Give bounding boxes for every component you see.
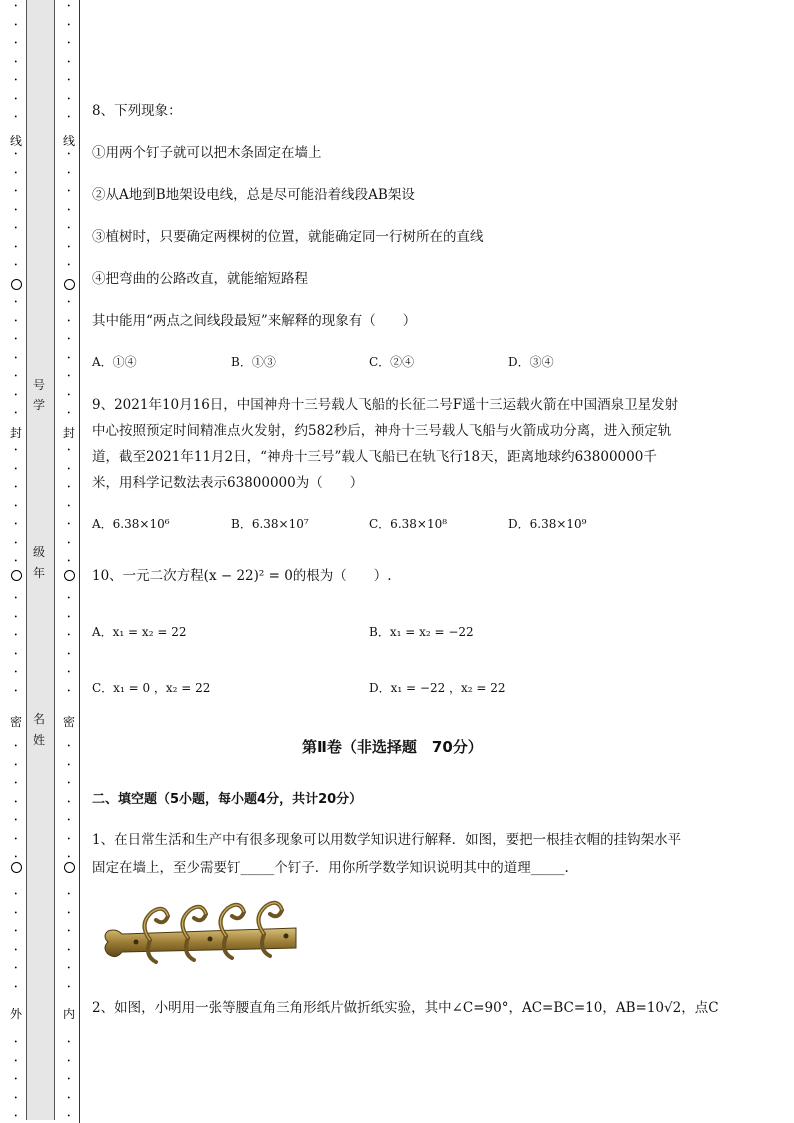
- binding-dot: •: [14, 539, 18, 547]
- strip-label-hao: 号: [33, 378, 46, 392]
- q9-option-a[interactable]: A．6.38×10⁶: [92, 517, 170, 531]
- q9-line-2: 中心按照预定时间精准点火发射，约582秒后，神舟十三号载人飞船与火箭成功分离，进入预定轨: [92, 423, 672, 439]
- binding-dot: •: [67, 983, 71, 991]
- coat-hook-rack-image: [100, 898, 310, 970]
- binding-dot: •: [14, 743, 18, 750]
- binding-dot: •: [67, 169, 71, 177]
- strip-label-ji: 级: [33, 545, 46, 559]
- binding-hole-icon: [11, 862, 22, 873]
- margin-label-inner-nei: 内: [63, 1007, 76, 1021]
- binding-dot: •: [67, 317, 71, 325]
- binding-dot: •: [67, 206, 71, 214]
- binding-dot: •: [14, 299, 18, 306]
- binding-dot: •: [14, 983, 18, 991]
- binding-dot: •: [67, 95, 71, 103]
- binding-dot: •: [14, 1113, 18, 1120]
- binding-dot: •: [67, 410, 71, 417]
- binding-dot: •: [14, 613, 18, 621]
- q10-option-b[interactable]: B．x₁ = x₂ = −22: [369, 625, 474, 639]
- strip-label-xue: 学: [33, 398, 46, 412]
- binding-dot: •: [14, 336, 18, 343]
- binding-dot: •: [67, 243, 71, 251]
- binding-dot: •: [67, 262, 71, 269]
- binding-dot: •: [14, 835, 18, 843]
- q8-item-1: ①用两个钉子就可以把木条固定在墙上: [92, 145, 322, 161]
- binding-dot: •: [67, 854, 71, 861]
- binding-dot: •: [14, 650, 18, 658]
- binding-dot: •: [67, 539, 71, 547]
- margin-label-outer-xian: 线: [10, 134, 23, 148]
- binding-dot: •: [14, 373, 18, 380]
- binding-dot: •: [67, 1113, 71, 1120]
- binding-dot: •: [14, 965, 18, 972]
- binding-dot: •: [67, 928, 71, 935]
- binding-dot: •: [67, 558, 71, 565]
- binding-dot: •: [67, 58, 71, 66]
- binding-dot: •: [67, 114, 71, 121]
- binding-dot: •: [14, 206, 18, 214]
- binding-dot: •: [14, 928, 18, 935]
- margin-label-inner-feng: 封: [63, 426, 76, 440]
- binding-dot: •: [67, 373, 71, 380]
- q10-option-a[interactable]: A．x₁ = x₂ = 22: [92, 625, 187, 639]
- q9-option-d[interactable]: D．6.38×10⁹: [508, 517, 587, 531]
- binding-dot: •: [14, 262, 18, 269]
- fill2-line-1: 2、如图，小明用一张等腰直角三角形纸片做折纸实验，其中∠C=90°，AC=BC=10，AB=10√2，点C: [92, 1000, 719, 1016]
- binding-dot: •: [14, 77, 18, 84]
- q10-option-d[interactable]: D．x₁ = −22 ，x₂ = 22: [369, 681, 506, 695]
- binding-hole-icon: [11, 570, 22, 581]
- binding-dot: •: [14, 410, 18, 417]
- binding-dot: •: [14, 521, 18, 528]
- binding-dot: •: [67, 891, 71, 898]
- binding-dot: •: [67, 1094, 71, 1102]
- binding-dot: •: [67, 3, 71, 10]
- binding-dot: •: [67, 650, 71, 658]
- binding-dot: •: [67, 965, 71, 972]
- binding-dot: •: [67, 1039, 71, 1046]
- binding-dot: •: [67, 835, 71, 843]
- binding-dot: •: [14, 3, 18, 10]
- binding-dot: •: [14, 1057, 18, 1065]
- binding-dot: •: [14, 632, 18, 639]
- binding-dot: •: [67, 299, 71, 306]
- margin-label-outer-wai: 外: [10, 1007, 23, 1021]
- binding-dot: •: [67, 761, 71, 769]
- binding-dot: •: [67, 40, 71, 47]
- binding-dot: •: [14, 1094, 18, 1102]
- binding-dot: •: [67, 595, 71, 602]
- binding-dot: •: [14, 317, 18, 325]
- binding-dot: •: [67, 743, 71, 750]
- q8-item-2: ②从A地到B地架设电线，总是尽可能沿着线段AB架设: [92, 187, 415, 203]
- fill-in-section-heading: 二、填空题（5小题，每小题4分，共计20分）: [92, 792, 363, 807]
- binding-dot: •: [67, 669, 71, 676]
- binding-dot: •: [67, 687, 71, 695]
- binding-rule: [79, 0, 80, 1123]
- q8-option-b[interactable]: B．①③: [231, 355, 276, 369]
- binding-dot: •: [67, 484, 71, 491]
- binding-dot: •: [14, 484, 18, 491]
- q9-line-3: 道，截至2021年11月2日，“神舟十三号”载人飞船已在轨飞行18天，距离地球约63800000千: [92, 449, 657, 465]
- margin-label-inner-mi: 密: [63, 715, 76, 729]
- binding-dot: •: [14, 595, 18, 602]
- binding-dot: •: [67, 817, 71, 824]
- binding-dot: •: [14, 21, 18, 29]
- binding-dot: •: [67, 225, 71, 232]
- margin-label-inner-xian: 线: [63, 134, 76, 148]
- q8-question: 其中能用“两点之间线段最短”来解释的现象有（ ）: [92, 313, 417, 329]
- binding-dot: •: [14, 909, 18, 917]
- fill1-line-2: 固定在墙上，至少需要钉_____个钉子．用你所学数学知识说明其中的道理_____.: [92, 860, 569, 876]
- binding-dot: •: [67, 780, 71, 787]
- binding-dot: •: [14, 946, 18, 954]
- binding-dot: •: [67, 632, 71, 639]
- binding-dot: •: [67, 21, 71, 29]
- q8-option-c[interactable]: C．②④: [369, 355, 415, 369]
- binding-dot: •: [67, 909, 71, 917]
- binding-dot: •: [67, 151, 71, 158]
- q10-option-c[interactable]: C．x₁ = 0 ，x₂ = 22: [92, 681, 211, 695]
- binding-dot: •: [14, 502, 18, 510]
- binding-dot: •: [67, 77, 71, 84]
- binding-dot: •: [67, 354, 71, 362]
- binding-dot: •: [14, 114, 18, 121]
- binding-dot: •: [14, 243, 18, 251]
- binding-dot: •: [67, 1076, 71, 1083]
- part-two-title: 第Ⅱ卷（非选择题 70分）: [302, 738, 483, 756]
- binding-dot: •: [67, 336, 71, 343]
- binding-dot: •: [67, 1057, 71, 1065]
- student-info-strip: [26, 0, 55, 1120]
- binding-dot: •: [14, 780, 18, 787]
- binding-dot: •: [67, 188, 71, 195]
- binding-hole-icon: [64, 862, 75, 873]
- binding-dot: •: [14, 558, 18, 565]
- binding-dot: •: [14, 95, 18, 103]
- q9-line-4: 米，用科学记数法表示63800000为（ ）: [92, 475, 364, 491]
- binding-dot: •: [14, 817, 18, 824]
- binding-dot: •: [14, 391, 18, 399]
- binding-dot: •: [14, 40, 18, 47]
- binding-dot: •: [14, 1076, 18, 1083]
- q9-line-1: 9、2021年10月16日，中国神舟十三号载人飞船的长征二号F遥十三运载火箭在中国酒泉卫星发射: [92, 397, 679, 413]
- binding-dot: •: [67, 946, 71, 954]
- binding-dot: •: [14, 151, 18, 158]
- binding-dot: •: [67, 465, 71, 473]
- binding-dot: •: [14, 854, 18, 861]
- binding-dot: •: [14, 58, 18, 66]
- binding-dot: •: [14, 687, 18, 695]
- binding-dot: •: [67, 521, 71, 528]
- binding-dot: •: [14, 447, 18, 454]
- binding-dot: •: [14, 669, 18, 676]
- binding-dot: •: [14, 354, 18, 362]
- strip-label-nian: 年: [33, 566, 46, 580]
- strip-label-xing: 姓: [33, 733, 46, 747]
- q8-option-d[interactable]: D．③④: [508, 355, 554, 369]
- q8-option-a[interactable]: A．①④: [92, 355, 137, 369]
- binding-hole-icon: [11, 279, 22, 290]
- binding-dot: •: [14, 1039, 18, 1046]
- binding-hole-icon: [64, 279, 75, 290]
- binding-dot: •: [14, 225, 18, 232]
- binding-dot: •: [67, 613, 71, 621]
- strip-label-ming: 名: [33, 712, 46, 726]
- margin-label-outer-feng: 封: [10, 426, 23, 440]
- q8-stem: 8、下列现象：: [92, 103, 182, 119]
- binding-dot: •: [14, 465, 18, 473]
- q9-option-b[interactable]: B．6.38×10⁷: [231, 517, 309, 531]
- binding-dot: •: [67, 391, 71, 399]
- q9-option-c[interactable]: C．6.38×10⁸: [369, 517, 448, 531]
- binding-dot: •: [14, 891, 18, 898]
- q8-item-3: ③植树时，只要确定两棵树的位置，就能确定同一行树所在的直线: [92, 229, 484, 245]
- binding-hole-icon: [64, 570, 75, 581]
- binding-dot: •: [14, 169, 18, 177]
- binding-dot: •: [14, 188, 18, 195]
- binding-dot: •: [14, 798, 18, 806]
- binding-dot: •: [67, 447, 71, 454]
- binding-dot: •: [14, 761, 18, 769]
- binding-dot: •: [67, 502, 71, 510]
- fill1-line-1: 1、在日常生活和生产中有很多现象可以用数学知识进行解释．如图，要把一根挂衣帽的挂钩架水平: [92, 832, 682, 848]
- binding-dot: •: [67, 798, 71, 806]
- q10-stem: 10、一元二次方程(x − 22)² = 0的根为（ ）.: [92, 568, 392, 584]
- q8-item-4: ④把弯曲的公路改直，就能缩短路程: [92, 271, 308, 287]
- margin-label-outer-mi: 密: [10, 715, 23, 729]
